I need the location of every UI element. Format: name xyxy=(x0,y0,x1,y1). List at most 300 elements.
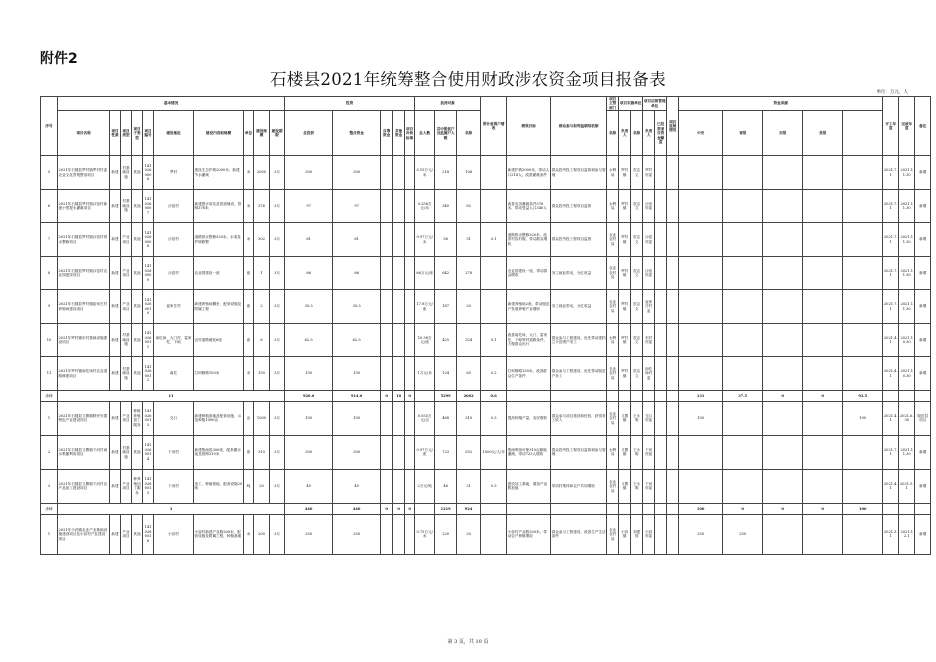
cell-name: 2021年石楼县义牒镇移民安置特色产业建设项目 xyxy=(58,401,110,435)
cell-name: 2021年石楼县罗村镇沙窑村排水整修项目 xyxy=(58,223,110,257)
cell-dept: 农业农村局 xyxy=(607,357,619,391)
cell-implu: 义牒镇 xyxy=(619,401,631,435)
cell-unit: 亩 xyxy=(244,401,254,435)
cell-integ: 62.5 xyxy=(333,323,381,357)
cell-partic: 群众参与工程建设，优先带动脱贫户务工 xyxy=(551,357,607,391)
cell-self xyxy=(381,469,393,503)
attachment-label: 附件2 xyxy=(40,51,78,67)
col-provincial-header: 省级 xyxy=(723,111,763,156)
cell-nature: 新建 xyxy=(110,290,121,324)
cell-std: 1万元/米 xyxy=(415,357,435,391)
cell-mlead xyxy=(655,223,667,257)
cell-prog xyxy=(667,401,679,435)
cell-unit: 座 xyxy=(244,256,254,290)
cell-income: 0.1 xyxy=(481,223,507,257)
cell-m xyxy=(803,256,843,290)
cell-mgmtu: 沙窑村委 xyxy=(643,223,655,257)
cell-loc: 下河村 xyxy=(154,435,194,469)
cell-extra xyxy=(405,223,415,257)
cell-seq: 10 xyxy=(41,323,58,357)
cell-start: 2021.7.1 xyxy=(883,290,899,324)
cell-people: 468 xyxy=(435,401,457,435)
cell-empty xyxy=(643,503,655,514)
cell-dept: 水利局 xyxy=(607,323,619,357)
subtotal-extra: 0 xyxy=(405,503,415,514)
cell-std: 0.15万元/米 xyxy=(415,156,435,190)
col-start-header: 开工年度 xyxy=(883,97,899,156)
cell-income: 0.1 xyxy=(481,323,507,357)
cell-income xyxy=(481,514,507,554)
cell-total: 150 xyxy=(285,357,333,391)
cell-type: 产业项目 xyxy=(121,469,132,503)
table-row xyxy=(41,290,931,324)
subtotal-count: 11 xyxy=(58,390,285,401)
cell-m xyxy=(803,435,843,469)
cell-dept: 水利局 xyxy=(607,156,619,190)
cell-loc: 小蒜村 xyxy=(154,514,194,554)
cell-perf: 新建护坡2000米，带动人口218人，改善灌溉条件 xyxy=(507,156,551,190)
cell-m xyxy=(803,323,843,357)
col-partic-header: 群众参与和利益联结机制 xyxy=(551,97,607,156)
cell-seq: 9 xyxy=(41,290,58,324)
cell-type: 村基础设施 xyxy=(121,189,132,223)
cell-p xyxy=(763,223,803,257)
cell-prog xyxy=(667,435,679,469)
cell-cty xyxy=(843,256,883,290)
col-central-header: 中央 xyxy=(679,111,723,156)
col-deptname-header: 名称 xyxy=(457,111,481,156)
cell-cty xyxy=(843,223,883,257)
cell-seq: 6 xyxy=(41,189,58,223)
cell-perf: 提高种植产量，农民增收 xyxy=(507,401,551,435)
cell-dept: 水利局 xyxy=(607,189,619,223)
cell-other xyxy=(393,323,405,357)
cell-mgmtu: 交口村委 xyxy=(643,401,655,435)
cell-prog xyxy=(667,156,679,190)
cell-other xyxy=(393,401,405,435)
cell-fund: 250 xyxy=(679,514,723,554)
cell-income xyxy=(481,156,507,190)
subtotal-cty: 100 xyxy=(843,503,883,514)
cell-partic: 务工就业带动，分红收益 xyxy=(551,256,607,290)
cell-implu: 罗村镇 xyxy=(619,189,631,223)
cell-nature: 新建 xyxy=(110,514,121,554)
cell-integ: 61 xyxy=(333,223,381,257)
cell-dept: 农业农村局 xyxy=(607,469,619,503)
cell-extra xyxy=(405,401,415,435)
cell-loc: 南圪垛、大门村、雷家圪、下峪 xyxy=(154,323,194,357)
cell-sub: 其他 xyxy=(132,189,143,223)
cell-m xyxy=(803,189,843,223)
cell-self xyxy=(381,357,393,391)
cell-p xyxy=(763,189,803,223)
cell-poor: 20 xyxy=(457,290,481,324)
cell-self xyxy=(381,223,393,257)
cell-total: 97 xyxy=(285,189,333,223)
cell-content: 新建养殖场棚舍，配套设施及附属工程 xyxy=(194,290,244,324)
cell-finish: 2021.10.30 xyxy=(899,357,915,391)
col-mgmtname-header: 名称 xyxy=(631,111,643,156)
cell-mgmtu: 下河村委 xyxy=(643,435,655,469)
cell-income: 0.3 xyxy=(481,469,507,503)
col-std-header: 项目补助标准 xyxy=(405,111,415,156)
cell-std xyxy=(415,503,435,514)
cell-other xyxy=(393,256,405,290)
cell-scale: 1 xyxy=(254,256,270,290)
cell-std: 2万元/吨 xyxy=(415,469,435,503)
cell-income xyxy=(481,189,507,223)
cell-p xyxy=(763,357,803,391)
cell-poor: 324 xyxy=(457,323,481,357)
cell-mgmtu: 罗村村委 xyxy=(643,156,655,190)
cell-people: 56 xyxy=(435,223,457,257)
subtotal-cty: 93.5 xyxy=(843,390,883,401)
cell-code: 1410260008 xyxy=(143,223,154,257)
subtotal-poor: 924 xyxy=(457,503,481,514)
subtotal-extra: 0 xyxy=(405,390,415,401)
cell-implu: 义牒镇 xyxy=(619,469,631,503)
cell-extra xyxy=(405,323,415,357)
cell-fund xyxy=(679,189,723,223)
cell-people: 425 xyxy=(435,323,457,357)
cell-empty xyxy=(915,503,931,514)
cell-extra xyxy=(405,435,415,469)
cell-p xyxy=(763,290,803,324)
cell-total: 40 xyxy=(285,469,333,503)
cell-content: 打坝修路150米 xyxy=(194,357,244,391)
col-period-header: 建设期限 xyxy=(270,111,285,156)
cell-total: 300 xyxy=(285,435,333,469)
col-implname-header: 名称 xyxy=(607,111,619,156)
cell-std: 17.8万元/座 xyxy=(415,290,435,324)
cell-prog xyxy=(667,256,679,290)
cell-perf: 农业园建设一座，带动群众增收 xyxy=(507,256,551,290)
cell-nature: 新建 xyxy=(110,256,121,290)
cell-start: 2021.7.1 xyxy=(883,256,899,290)
cell-p xyxy=(763,435,803,469)
cell-nature: 新建 xyxy=(110,469,121,503)
cell-c xyxy=(723,357,763,391)
cell-integ: 250 xyxy=(333,514,381,554)
cell-start: 2021.7.1 xyxy=(883,223,899,257)
cell-std xyxy=(415,390,435,401)
cell-integ: 300 xyxy=(333,435,381,469)
cell-finish: 2021.11.30 xyxy=(899,156,915,190)
cell-std: 0.97万元/米 xyxy=(415,223,435,257)
col-process-header: 项目进展情况 xyxy=(667,97,679,156)
cell-partic: 群众投劳投工程项目监督和参与管理 xyxy=(551,435,607,469)
cell-unit: 米 xyxy=(244,223,254,257)
cell-scale: 310 xyxy=(254,435,270,469)
cell-self xyxy=(381,156,393,190)
page-footer: 第 3 页，共 10 页 xyxy=(447,639,489,645)
cell-prog xyxy=(667,290,679,324)
cell-m xyxy=(803,156,843,190)
cell-people: 46 xyxy=(435,469,457,503)
col-other-header: 其他资金 xyxy=(393,111,405,156)
cell-type: 产业项目 xyxy=(121,290,132,324)
cell-perf: 改善南圪垛、大门、雷家圪、下峪等村道路条件，方便群众出行 xyxy=(507,323,551,357)
cell-cty xyxy=(843,323,883,357)
subtotal-count: 3 xyxy=(58,503,285,514)
cell-implu: 罗村镇 xyxy=(619,256,631,290)
cell-cty xyxy=(843,469,883,503)
subtotal-self: 0 xyxy=(381,503,393,514)
subtotal-m: 0 xyxy=(803,503,843,514)
cell-self xyxy=(381,256,393,290)
cell-prog xyxy=(667,469,679,503)
cell-cty xyxy=(843,435,883,469)
cell-mlead xyxy=(655,401,667,435)
cell-other xyxy=(393,514,405,554)
cell-period: 3月 xyxy=(270,323,285,357)
cell-finish: 2021.12.1 xyxy=(899,514,915,554)
cell-loc: 沙窑村 xyxy=(154,189,194,223)
cell-c xyxy=(723,290,763,324)
cell-total: 35.5 xyxy=(285,290,333,324)
cell-dept: 农业农村局 xyxy=(607,223,619,257)
cell-content: 新建集雨窖300座，配套蓄水池及管网310米 xyxy=(194,435,244,469)
cell-extra xyxy=(405,290,415,324)
cell-dept: 农业农村局 xyxy=(607,401,619,435)
cell-loc: 南圪 xyxy=(154,357,194,391)
cell-implu: 罗村镇 xyxy=(619,156,631,190)
cell-people: 340 xyxy=(435,189,457,223)
cell-unit: 座 xyxy=(244,323,254,357)
cell-partic: 群众参与工程建设，优先带动建档立卡贫困户务工 xyxy=(551,323,607,357)
dept-header: 项目主管部门 xyxy=(607,97,619,111)
cell-partic: 群众参与工程建设，改善生产生活条件 xyxy=(551,514,607,554)
subtotal-c: 37.5 xyxy=(723,390,763,401)
cell-type: 村基础设施 xyxy=(121,323,132,357)
cell-unit: 座 xyxy=(244,290,254,324)
cell-p xyxy=(763,401,803,435)
cell-other xyxy=(393,189,405,223)
cell-integ: 150 xyxy=(333,357,381,391)
col-integrated-header: 整合资金 xyxy=(333,111,381,156)
cell-income xyxy=(481,256,507,290)
cell-period: 3月 xyxy=(270,256,285,290)
cell-finish: 2021.6.30 xyxy=(899,401,915,435)
cell-p xyxy=(763,323,803,357)
cell-p xyxy=(763,256,803,290)
cell-empty xyxy=(507,503,551,514)
cell-implu: 罗村镇 xyxy=(619,323,631,357)
cell-type: 产业项目 xyxy=(121,401,132,435)
table-row xyxy=(41,357,931,391)
cell-empty xyxy=(551,390,607,401)
col-total-header: 总投资 xyxy=(285,111,333,156)
col-content-header: 建设内容和规模 xyxy=(194,111,244,156)
cell-implu: 罗村镇 xyxy=(619,223,631,257)
col-type-header: 项目类型 xyxy=(121,111,132,156)
cell-extra xyxy=(405,256,415,290)
cell-sub: 其他 xyxy=(132,156,143,190)
cell-std: 10.38万元/座 xyxy=(415,323,435,357)
cell-perf: 新建养殖场2座，带动脱贫户发展养殖产业增收 xyxy=(507,290,551,324)
cell-sub: 其他 xyxy=(132,357,143,391)
col-nature-header: 项目性质 xyxy=(110,111,121,156)
cell-unit: 米 xyxy=(244,357,254,391)
cell-poor: 31 xyxy=(457,223,481,257)
cell-code: 1410260013 xyxy=(143,401,154,435)
cell-other xyxy=(393,357,405,391)
cell-lead: 刘建国 xyxy=(631,514,643,554)
cell-content: 农业园建设一座 xyxy=(194,256,244,290)
cell-poor: 552 xyxy=(457,435,481,469)
subtotal-self: 0 xyxy=(381,390,393,401)
cell-unit: 米 xyxy=(244,189,254,223)
cell-total: 66 xyxy=(285,256,333,290)
cell-seq: 7 xyxy=(41,223,58,257)
subtotal-poor: 2002 xyxy=(457,390,481,401)
col-seq-header: 序号 xyxy=(41,97,58,156)
cell-self xyxy=(381,435,393,469)
cell-extra xyxy=(405,514,415,554)
page-title: 石楼县2021年统筹整合使用财政涉农资金项目报备表 xyxy=(270,70,666,89)
cell-seq: 11 xyxy=(41,357,58,391)
subtotal-integ: 914.0 xyxy=(333,390,381,401)
cell-c xyxy=(723,323,763,357)
cell-integ: 97 xyxy=(333,189,381,223)
cell-scale: 1000 xyxy=(254,401,270,435)
table-row xyxy=(41,323,931,357)
cell-nature: 新建 xyxy=(110,223,121,257)
subtotal-people: 5299 xyxy=(435,390,457,401)
table-row xyxy=(41,401,931,435)
cell-prog xyxy=(667,189,679,223)
col-poor-header: 其中脱贫户及监测户人数 xyxy=(435,111,457,156)
cell-nature: 新建 xyxy=(110,435,121,469)
cell-lead: 贺志文 xyxy=(631,256,643,290)
cell-total: 62.5 xyxy=(285,323,333,357)
cell-content: 新建种植基地及配套设施，示范种植1000亩 xyxy=(194,401,244,435)
subtotal-income: 0.6 xyxy=(481,390,507,401)
cell-p xyxy=(763,469,803,503)
cell-std: 0.258万元/米 xyxy=(415,189,435,223)
cell-period: 3月 xyxy=(270,401,285,435)
subtotal-label: 小计 xyxy=(41,390,58,401)
cell-sub: 其他 xyxy=(132,290,143,324)
cell-lead: 王永明 xyxy=(631,401,643,435)
cell-poor: 106 xyxy=(457,156,481,190)
cell-scale: 200 xyxy=(254,514,270,554)
cell-lead: 贺志文 xyxy=(631,357,643,391)
cell-poor: 21 xyxy=(457,469,481,503)
cell-fund xyxy=(679,435,723,469)
cell-income: 0.2 xyxy=(481,357,507,391)
cell-std: 0.75万元/米 xyxy=(415,514,435,554)
cell-income: 0.3 xyxy=(481,401,507,435)
cell-perf: 道路排水整修320米，改善村容村貌，带动群众增收 xyxy=(507,223,551,257)
cell-p xyxy=(763,156,803,190)
cell-fund xyxy=(679,323,723,357)
cell-lead: 贺志文 xyxy=(631,290,643,324)
cell-prog xyxy=(667,514,679,554)
subtotal-m: 0 xyxy=(803,390,843,401)
table-body xyxy=(41,97,931,555)
cell-start: 2021.7.1 xyxy=(883,156,899,190)
cell-code: 1410260014 xyxy=(143,435,154,469)
cell-empty xyxy=(883,503,899,514)
cell-rem: 脱贫县项目 xyxy=(915,401,931,435)
cell-name: 2021年石楼县罗村镇罗村村委农业文化景观整治项目 xyxy=(58,156,110,190)
cell-c xyxy=(723,223,763,257)
cell-unit: 吨 xyxy=(244,469,254,503)
cell-mlead xyxy=(655,357,667,391)
cell-empty xyxy=(631,503,643,514)
cell-lead: 贺志文 xyxy=(631,156,643,190)
cell-loc: 崔家庄村 xyxy=(154,290,194,324)
cell-c xyxy=(723,401,763,435)
cell-m xyxy=(803,223,843,257)
cell-prog xyxy=(667,223,679,257)
cell-other xyxy=(393,469,405,503)
cell-scale: 20 xyxy=(254,469,270,503)
cell-cty: 100 xyxy=(843,401,883,435)
cell-rem: 新增 xyxy=(915,256,931,290)
subtotal-c: 0 xyxy=(723,503,763,514)
col-fundtotal-header: 已投资项目资金额度 xyxy=(655,111,667,156)
cell-rem: 新增 xyxy=(915,156,931,190)
cell-sub: 种养殖加工服务 xyxy=(132,469,143,503)
cell-integ: 100 xyxy=(333,401,381,435)
cell-self xyxy=(381,514,393,554)
cell-poor: 278 xyxy=(457,256,481,290)
cell-rem: 新增 xyxy=(915,435,931,469)
cell-nature: 新建 xyxy=(110,323,121,357)
cell-poor: 82 xyxy=(457,189,481,223)
cell-code: 1410260007 xyxy=(143,189,154,223)
cell-perf: 改善农田灌溉条件376米，带动受益人口340人 xyxy=(507,189,551,223)
cell-start: 2021.3.1 xyxy=(883,514,899,554)
cell-mgmtu: 小蒜村委 xyxy=(643,514,655,554)
cell-income xyxy=(481,290,507,324)
cell-m xyxy=(803,469,843,503)
cell-total: 61 xyxy=(285,223,333,257)
cell-start: 2021.4.1 xyxy=(883,323,899,357)
impl-header: 项目实施单位 xyxy=(619,97,643,111)
cell-loc: 罗村 xyxy=(154,156,194,190)
cell-start: 2021.7.1 xyxy=(883,189,899,223)
subtotal-fund: 131 xyxy=(679,390,723,401)
cell-lead: 王永明 xyxy=(631,469,643,503)
cell-loc: 下河村 xyxy=(154,469,194,503)
cell-code: 1410260006 xyxy=(143,156,154,190)
subtotal-total: 926.0 xyxy=(285,390,333,401)
cell-type: 村基础设施 xyxy=(121,156,132,190)
cell-people: 220 xyxy=(435,514,457,554)
cell-content: 小蒜村新建产业路200米，配套设施及附属工程，种植基地 xyxy=(194,514,244,554)
cell-type: 产业项目 xyxy=(121,514,132,554)
cell-mlead xyxy=(655,189,667,223)
cell-implu: 义牒镇 xyxy=(619,435,631,469)
cell-start: 2021.4.1 xyxy=(883,357,899,391)
cell-fund: 100 xyxy=(679,401,723,435)
cell-content: 新建提水泵站及管道铺设，管网376米 xyxy=(194,189,244,223)
cell-mgmtu: 下河村委 xyxy=(643,469,655,503)
cell-sub: 种植养殖加工服务 xyxy=(132,401,143,435)
cell-rem: 新增 xyxy=(915,323,931,357)
subtotal-row xyxy=(41,503,931,514)
cell-seq: 1 xyxy=(41,401,58,435)
cell-loc: 沙窑村 xyxy=(154,256,194,290)
cell-unit: 米 xyxy=(244,156,254,190)
cell-lead: 贺志文 xyxy=(631,323,643,357)
subtotal-label: 小计 xyxy=(41,503,58,514)
cell-rem: 新增 xyxy=(915,290,931,324)
cell-period: 3月 xyxy=(270,514,285,554)
